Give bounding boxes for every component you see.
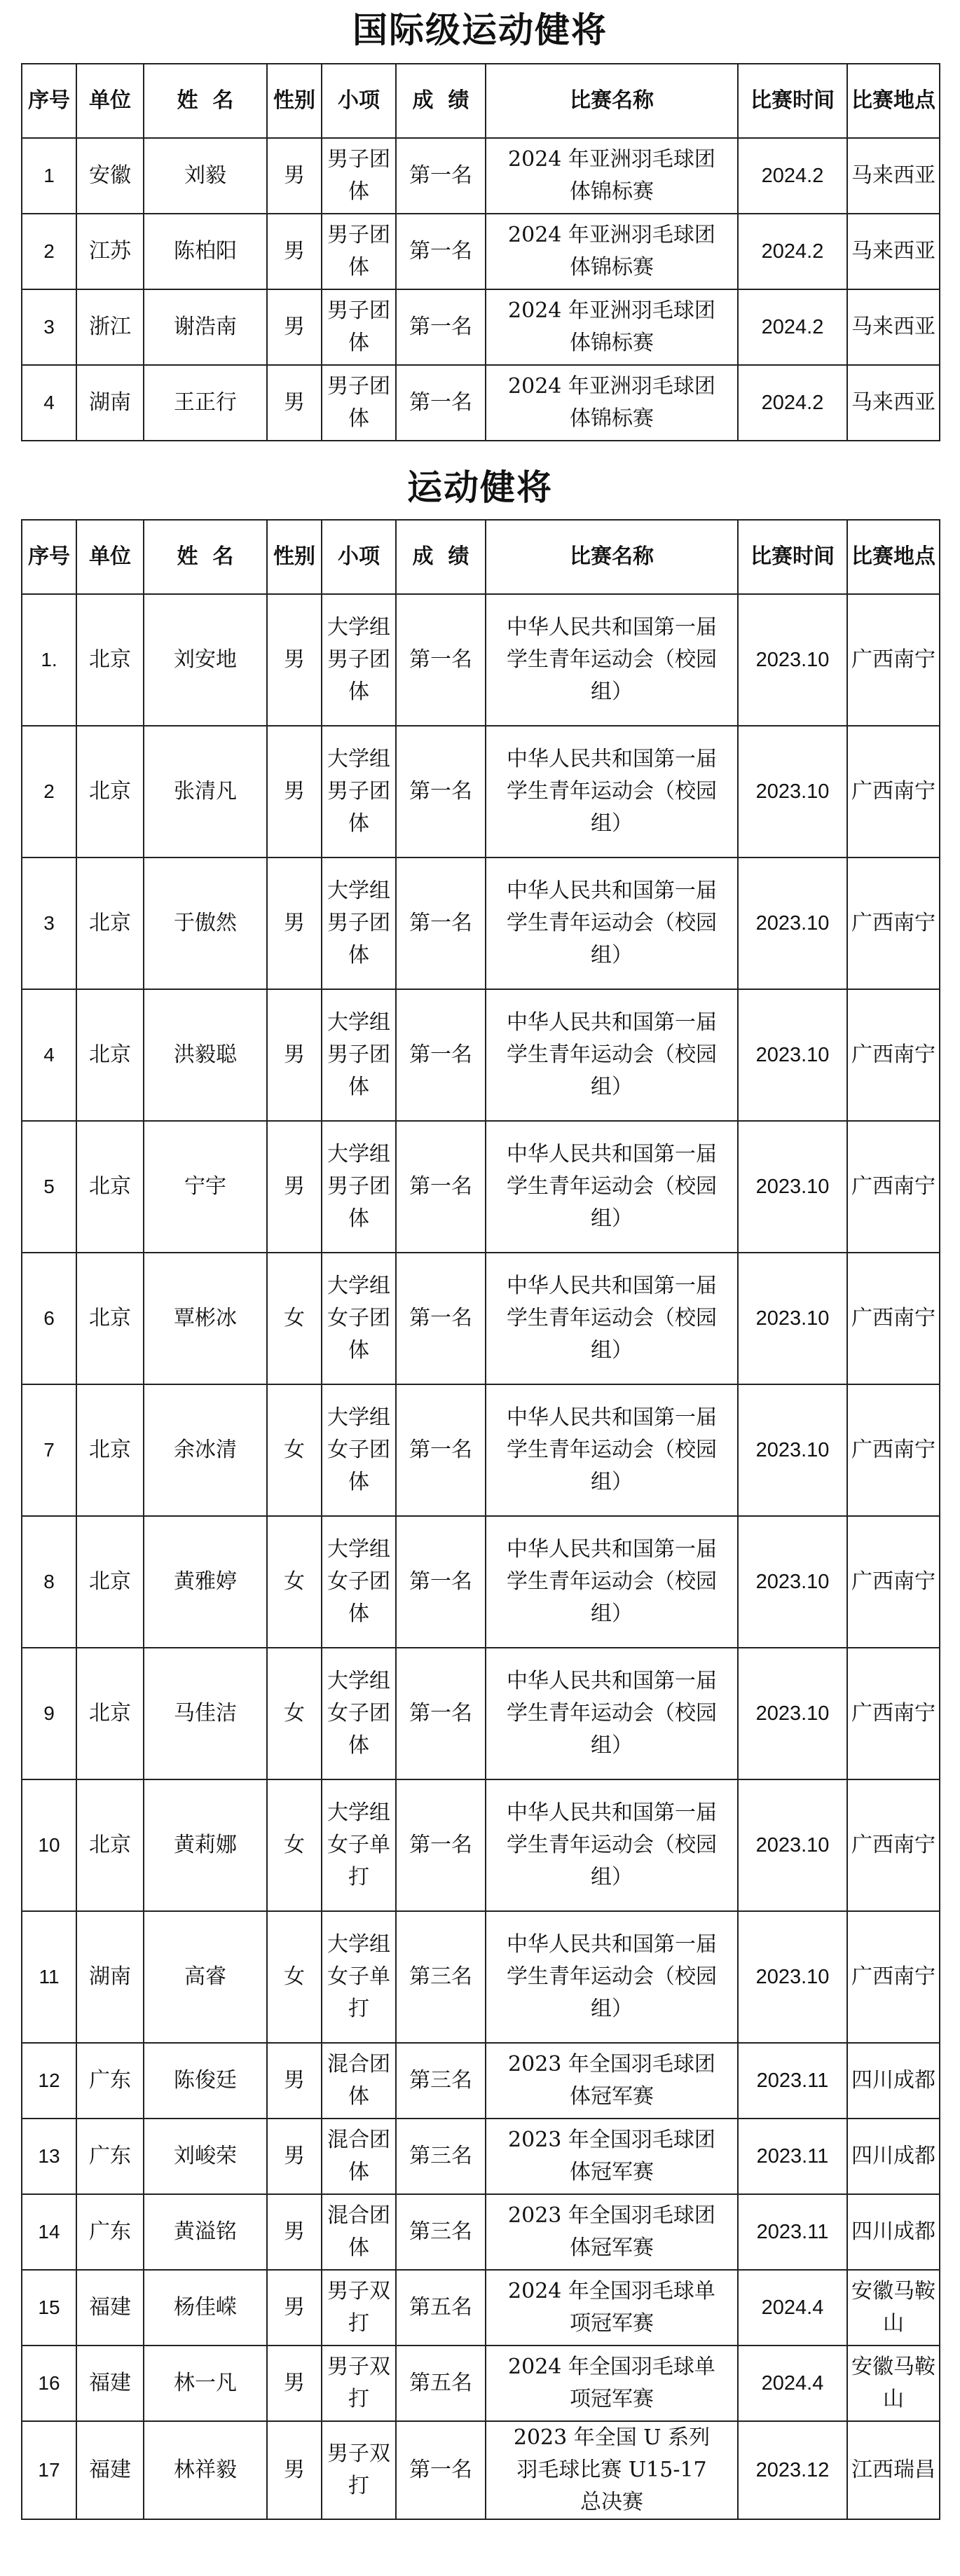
cell-gender: 男 — [267, 857, 322, 989]
cell-gender: 女 — [267, 1911, 322, 2043]
header-time: 比赛时间 — [738, 64, 847, 138]
cell-gender: 男 — [267, 214, 322, 289]
cell-seq: 1. — [22, 594, 76, 726]
cell-name: 马佳洁 — [144, 1648, 267, 1779]
cell-time: 2023.12 — [738, 2421, 847, 2519]
cell-event: 大学组男子团体 — [322, 1121, 396, 1253]
table-row — [22, 2043, 940, 2119]
table-row — [22, 365, 940, 441]
table-row — [22, 2346, 940, 2421]
cell-time: 2023.10 — [738, 1779, 847, 1911]
cell-unit: 北京 — [76, 1516, 144, 1648]
header-time: 比赛时间 — [738, 520, 847, 594]
cell-result: 第三名 — [396, 2194, 486, 2270]
cell-seq: 9 — [22, 1648, 76, 1779]
cell-competition: 中华人民共和国第一届学生青年运动会（校园组） — [486, 1648, 738, 1779]
cell-gender: 女 — [267, 1384, 322, 1516]
table-row — [22, 289, 940, 365]
cell-event: 混合团体 — [322, 2194, 396, 2270]
cell-gender: 男 — [267, 1121, 322, 1253]
cell-place: 马来西亚 — [847, 365, 940, 441]
cell-time: 2023.11 — [738, 2043, 847, 2119]
cell-name: 黄莉娜 — [144, 1779, 267, 1911]
cell-time: 2024.4 — [738, 2346, 847, 2421]
header-result: 成 绩 — [396, 520, 486, 594]
cell-name: 林祥毅 — [144, 2421, 267, 2519]
cell-competition: 2023 年全国羽毛球团体冠军赛 — [486, 2194, 738, 2270]
cell-time: 2023.10 — [738, 1516, 847, 1648]
cell-event: 大学组女子单打 — [322, 1911, 396, 2043]
cell-time: 2023.10 — [738, 1384, 847, 1516]
cell-unit: 福建 — [76, 2346, 144, 2421]
cell-competition: 中华人民共和国第一届学生青年运动会（校园组） — [486, 726, 738, 857]
cell-place: 广西南宁 — [847, 1911, 940, 2043]
table-row — [22, 1121, 940, 1253]
cell-seq: 16 — [22, 2346, 76, 2421]
cell-seq: 13 — [22, 2119, 76, 2194]
cell-gender: 男 — [267, 138, 322, 214]
cell-event: 大学组男子团体 — [322, 857, 396, 989]
cell-event: 男子团体 — [322, 365, 396, 441]
cell-result: 第一名 — [396, 1516, 486, 1648]
cell-result: 第五名 — [396, 2270, 486, 2346]
cell-name: 覃彬冰 — [144, 1253, 267, 1384]
cell-result: 第一名 — [396, 2421, 486, 2519]
cell-place: 广西南宁 — [847, 594, 940, 726]
cell-competition: 2024 年亚洲羽毛球团体锦标赛 — [486, 365, 738, 441]
cell-seq: 11 — [22, 1911, 76, 2043]
cell-name: 洪毅聪 — [144, 989, 267, 1121]
cell-place: 马来西亚 — [847, 138, 940, 214]
cell-unit: 湖南 — [76, 365, 144, 441]
cell-result: 第一名 — [396, 138, 486, 214]
cell-result: 第三名 — [396, 2119, 486, 2194]
cell-time: 2023.10 — [738, 1911, 847, 2043]
cell-competition: 2023 年全国 U 系列羽毛球比赛 U15-17 总决赛 — [486, 2421, 738, 2519]
cell-seq: 12 — [22, 2043, 76, 2119]
table-row — [22, 1779, 940, 1911]
table-row — [22, 1253, 940, 1384]
cell-gender: 男 — [267, 2270, 322, 2346]
cell-place: 四川成都 — [847, 2119, 940, 2194]
cell-gender: 女 — [267, 1779, 322, 1911]
table-row — [22, 2194, 940, 2270]
cell-unit: 浙江 — [76, 289, 144, 365]
cell-gender: 男 — [267, 2043, 322, 2119]
cell-time: 2023.10 — [738, 594, 847, 726]
cell-gender: 女 — [267, 1253, 322, 1384]
cell-competition: 中华人民共和国第一届学生青年运动会（校园组） — [486, 594, 738, 726]
cell-gender: 男 — [267, 2119, 322, 2194]
cell-place: 广西南宁 — [847, 1121, 940, 1253]
cell-gender: 男 — [267, 2346, 322, 2421]
header-event: 小项 — [322, 64, 396, 138]
cell-seq: 7 — [22, 1384, 76, 1516]
cell-event: 男子双打 — [322, 2270, 396, 2346]
international-masters-table — [21, 63, 940, 441]
cell-seq: 15 — [22, 2270, 76, 2346]
cell-result: 第一名 — [396, 214, 486, 289]
cell-name: 高睿 — [144, 1911, 267, 2043]
cell-place: 广西南宁 — [847, 726, 940, 857]
cell-unit: 北京 — [76, 1384, 144, 1516]
cell-result: 第三名 — [396, 2043, 486, 2119]
cell-gender: 男 — [267, 594, 322, 726]
cell-gender: 女 — [267, 1516, 322, 1648]
cell-name: 黄溢铭 — [144, 2194, 267, 2270]
header-event: 小项 — [322, 520, 396, 594]
cell-competition: 中华人民共和国第一届学生青年运动会（校园组） — [486, 989, 738, 1121]
cell-event: 混合团体 — [322, 2119, 396, 2194]
cell-time: 2023.10 — [738, 1121, 847, 1253]
table-row — [22, 2119, 940, 2194]
cell-competition: 2024 年亚洲羽毛球团体锦标赛 — [486, 138, 738, 214]
cell-place: 四川成都 — [847, 2043, 940, 2119]
cell-time: 2024.2 — [738, 289, 847, 365]
cell-name: 余冰清 — [144, 1384, 267, 1516]
cell-result: 第一名 — [396, 365, 486, 441]
cell-result: 第一名 — [396, 594, 486, 726]
cell-unit: 江苏 — [76, 214, 144, 289]
cell-result: 第一名 — [396, 726, 486, 857]
cell-result: 第一名 — [396, 1253, 486, 1384]
cell-time: 2023.10 — [738, 857, 847, 989]
cell-place: 广西南宁 — [847, 1779, 940, 1911]
cell-competition: 中华人民共和国第一届学生青年运动会（校园组） — [486, 1121, 738, 1253]
cell-unit: 北京 — [76, 857, 144, 989]
cell-seq: 10 — [22, 1779, 76, 1911]
cell-unit: 广东 — [76, 2119, 144, 2194]
header-result: 成 绩 — [396, 64, 486, 138]
cell-time: 2023.10 — [738, 1253, 847, 1384]
table-header-row — [22, 64, 940, 138]
cell-unit: 北京 — [76, 1779, 144, 1911]
cell-place: 广西南宁 — [847, 1648, 940, 1779]
cell-name: 王正行 — [144, 365, 267, 441]
cell-event: 男子双打 — [322, 2346, 396, 2421]
cell-name: 林一凡 — [144, 2346, 267, 2421]
cell-name: 刘安地 — [144, 594, 267, 726]
cell-competition: 中华人民共和国第一届学生青年运动会（校园组） — [486, 1384, 738, 1516]
header-competition: 比赛名称 — [486, 64, 738, 138]
cell-seq: 6 — [22, 1253, 76, 1384]
cell-seq: 3 — [22, 857, 76, 989]
cell-seq: 2 — [22, 214, 76, 289]
cell-seq: 2 — [22, 726, 76, 857]
table-header-row — [22, 520, 940, 594]
section-title-international: 国际级运动健将 — [352, 10, 608, 50]
cell-event: 大学组女子单打 — [322, 1779, 396, 1911]
cell-unit: 安徽 — [76, 138, 144, 214]
table-row — [22, 2270, 940, 2346]
table-row — [22, 989, 940, 1121]
cell-result: 第一名 — [396, 1121, 486, 1253]
table-row — [22, 214, 940, 289]
cell-unit: 湖南 — [76, 1911, 144, 2043]
cell-competition: 中华人民共和国第一届学生青年运动会（校园组） — [486, 1911, 738, 2043]
cell-result: 第一名 — [396, 989, 486, 1121]
cell-place: 马来西亚 — [847, 289, 940, 365]
cell-unit: 北京 — [76, 1648, 144, 1779]
cell-unit: 北京 — [76, 989, 144, 1121]
cell-unit: 福建 — [76, 2421, 144, 2519]
cell-event: 大学组女子团体 — [322, 1384, 396, 1516]
cell-place: 广西南宁 — [847, 857, 940, 989]
cell-result: 第五名 — [396, 2346, 486, 2421]
cell-event: 男子团体 — [322, 214, 396, 289]
cell-event: 大学组男子团体 — [322, 726, 396, 857]
cell-seq: 5 — [22, 1121, 76, 1253]
cell-seq: 14 — [22, 2194, 76, 2270]
cell-result: 第一名 — [396, 857, 486, 989]
cell-event: 大学组男子团体 — [322, 989, 396, 1121]
cell-unit: 北京 — [76, 594, 144, 726]
cell-time: 2024.2 — [738, 138, 847, 214]
cell-name: 宁宇 — [144, 1121, 267, 1253]
cell-competition: 2023 年全国羽毛球团体冠军赛 — [486, 2119, 738, 2194]
cell-place: 广西南宁 — [847, 989, 940, 1121]
header-unit: 单位 — [76, 520, 144, 594]
cell-seq: 17 — [22, 2421, 76, 2519]
cell-competition: 2024 年全国羽毛球单项冠军赛 — [486, 2270, 738, 2346]
cell-competition: 中华人民共和国第一届学生青年运动会（校园组） — [486, 1516, 738, 1648]
masters-table — [21, 519, 940, 2520]
cell-result: 第三名 — [396, 1911, 486, 2043]
cell-competition: 2024 年亚洲羽毛球团体锦标赛 — [486, 214, 738, 289]
cell-gender: 男 — [267, 989, 322, 1121]
header-name: 姓 名 — [144, 64, 267, 138]
cell-time: 2023.11 — [738, 2119, 847, 2194]
cell-event: 大学组女子团体 — [322, 1648, 396, 1779]
cell-name: 黄雅婷 — [144, 1516, 267, 1648]
table-row — [22, 1384, 940, 1516]
cell-result: 第一名 — [396, 289, 486, 365]
cell-place: 安徽马鞍山 — [847, 2346, 940, 2421]
cell-name: 陈俊廷 — [144, 2043, 267, 2119]
cell-gender: 男 — [267, 2194, 322, 2270]
cell-place: 安徽马鞍山 — [847, 2270, 940, 2346]
header-competition: 比赛名称 — [486, 520, 738, 594]
cell-time: 2023.10 — [738, 1648, 847, 1779]
table-row — [22, 726, 940, 857]
cell-time: 2024.4 — [738, 2270, 847, 2346]
cell-event: 男子双打 — [322, 2421, 396, 2519]
cell-event: 大学组男子团体 — [322, 594, 396, 726]
cell-competition: 中华人民共和国第一届学生青年运动会（校园组） — [486, 1779, 738, 1911]
cell-time: 2023.10 — [738, 989, 847, 1121]
cell-place: 广西南宁 — [847, 1516, 940, 1648]
cell-competition: 2024 年亚洲羽毛球团体锦标赛 — [486, 289, 738, 365]
header-place: 比赛地点 — [847, 520, 940, 594]
header-gender: 性别 — [267, 520, 322, 594]
cell-name: 杨佳嵘 — [144, 2270, 267, 2346]
header-seq: 序号 — [22, 520, 76, 594]
cell-name: 刘峻荣 — [144, 2119, 267, 2194]
cell-event: 大学组女子团体 — [322, 1253, 396, 1384]
table-row — [22, 1648, 940, 1779]
cell-gender: 男 — [267, 726, 322, 857]
cell-seq: 3 — [22, 289, 76, 365]
cell-result: 第一名 — [396, 1779, 486, 1911]
table-row — [22, 1516, 940, 1648]
cell-seq: 8 — [22, 1516, 76, 1648]
cell-gender: 男 — [267, 289, 322, 365]
cell-unit: 福建 — [76, 2270, 144, 2346]
cell-competition: 中华人民共和国第一届学生青年运动会（校园组） — [486, 857, 738, 989]
header-gender: 性别 — [267, 64, 322, 138]
table-row — [22, 2421, 940, 2519]
section-title-masters: 运动健将 — [407, 467, 553, 508]
cell-seq: 4 — [22, 365, 76, 441]
cell-competition: 2023 年全国羽毛球团体冠军赛 — [486, 2043, 738, 2119]
cell-competition: 2024 年全国羽毛球单项冠军赛 — [486, 2346, 738, 2421]
cell-time: 2023.10 — [738, 726, 847, 857]
cell-time: 2024.2 — [738, 365, 847, 441]
cell-time: 2024.2 — [738, 214, 847, 289]
cell-event: 男子团体 — [322, 289, 396, 365]
cell-event: 男子团体 — [322, 138, 396, 214]
cell-competition: 中华人民共和国第一届学生青年运动会（校园组） — [486, 1253, 738, 1384]
cell-gender: 男 — [267, 2421, 322, 2519]
table-row — [22, 857, 940, 989]
cell-place: 广西南宁 — [847, 1253, 940, 1384]
cell-time: 2023.11 — [738, 2194, 847, 2270]
cell-seq: 1 — [22, 138, 76, 214]
header-place: 比赛地点 — [847, 64, 940, 138]
cell-name: 于傲然 — [144, 857, 267, 989]
header-seq: 序号 — [22, 64, 76, 138]
cell-event: 大学组女子团体 — [322, 1516, 396, 1648]
cell-gender: 女 — [267, 1648, 322, 1779]
cell-unit: 广东 — [76, 2194, 144, 2270]
table-row — [22, 138, 940, 214]
cell-unit: 广东 — [76, 2043, 144, 2119]
cell-name: 谢浩南 — [144, 289, 267, 365]
cell-unit: 北京 — [76, 1253, 144, 1384]
cell-unit: 北京 — [76, 1121, 144, 1253]
table-row — [22, 1911, 940, 2043]
cell-name: 陈柏阳 — [144, 214, 267, 289]
cell-name: 刘毅 — [144, 138, 267, 214]
cell-place: 广西南宁 — [847, 1384, 940, 1516]
cell-place: 江西瑞昌 — [847, 2421, 940, 2519]
cell-name: 张清凡 — [144, 726, 267, 857]
table-row — [22, 594, 940, 726]
cell-result: 第一名 — [396, 1648, 486, 1779]
cell-result: 第一名 — [396, 1384, 486, 1516]
cell-seq: 4 — [22, 989, 76, 1121]
cell-place: 四川成都 — [847, 2194, 940, 2270]
cell-unit: 北京 — [76, 726, 144, 857]
cell-event: 混合团体 — [322, 2043, 396, 2119]
cell-place: 马来西亚 — [847, 214, 940, 289]
header-name: 姓 名 — [144, 520, 267, 594]
header-unit: 单位 — [76, 64, 144, 138]
cell-gender: 男 — [267, 365, 322, 441]
